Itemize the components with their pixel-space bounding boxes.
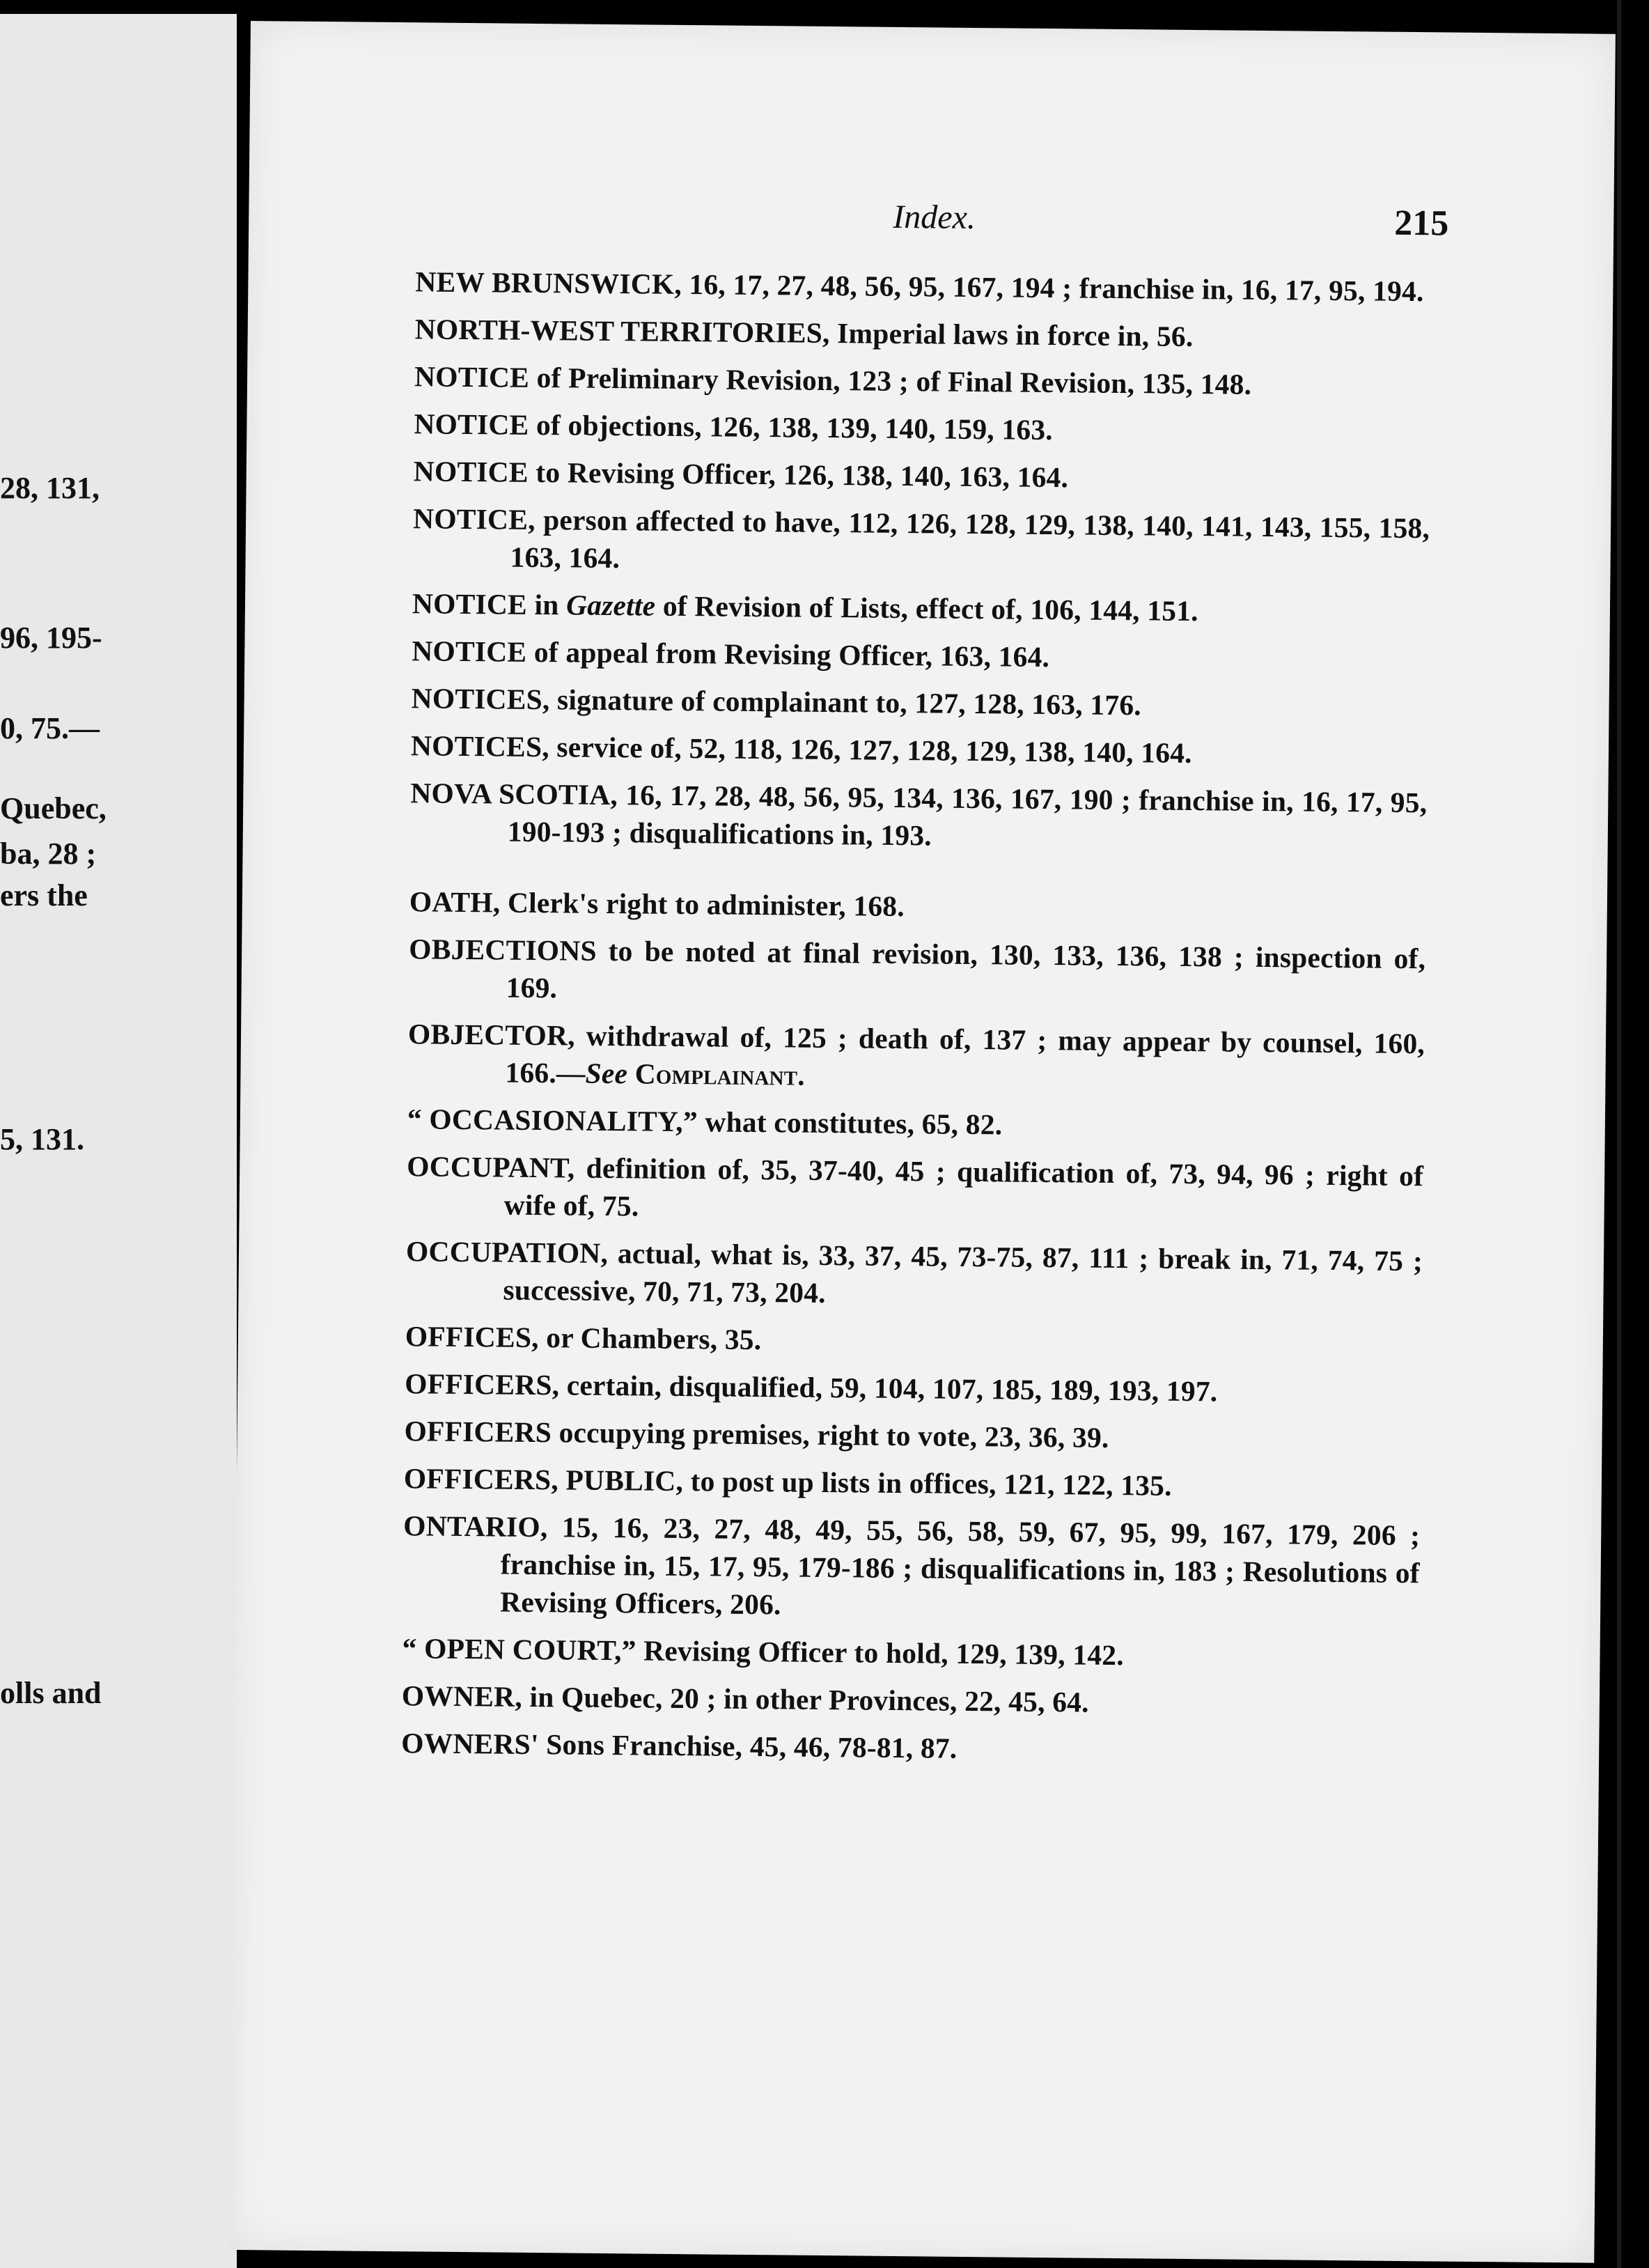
entry-text: certain, disqualified, 59, 104, 107, 185, 189, 193, 197. xyxy=(559,1369,1218,1408)
entry-headword: NEW BRUNSWICK, xyxy=(415,265,682,300)
entry-headword: NOTICE xyxy=(413,455,529,488)
entry-headword: “ OPEN COURT,” xyxy=(402,1632,636,1667)
entry-headword: OWNERS' xyxy=(401,1727,539,1761)
index-entry xyxy=(415,310,1432,357)
left-page-fragment: 0, 75.— xyxy=(0,711,100,745)
index-entry xyxy=(409,883,1426,930)
entry-headword: OCCUPANT, xyxy=(407,1150,575,1184)
entry-headword: NOTICES, xyxy=(410,729,550,763)
left-page-fragment: 96, 195- xyxy=(0,621,102,655)
left-page-fragment: ers the xyxy=(0,878,88,912)
entry-headword: NOTICE xyxy=(414,407,529,441)
entry-headword: NOTICE, xyxy=(412,502,536,536)
entry-text: Clerk's right to administer, 168. xyxy=(500,886,905,923)
left-page-fragment: ba, 28 ; xyxy=(0,837,97,871)
entry-text: person affected to have, 112, 126, 128, 129, 138, 140, 141, 143, 155, 158, 163, 164. xyxy=(510,503,1430,575)
index-entry xyxy=(414,452,1430,499)
index-entry xyxy=(412,632,1428,679)
entry-headword: NOTICE xyxy=(412,635,527,668)
index-entry xyxy=(414,405,1430,452)
index-entry xyxy=(412,499,1430,584)
entry-text: to Revising Officer, 126, 138, 140, 163, 164. xyxy=(528,456,1069,494)
entry-headword: NOVA SCOTIA, xyxy=(410,777,618,811)
entry-headword: OFFICERS xyxy=(404,1415,552,1449)
entry-headword: OWNER, xyxy=(401,1679,523,1713)
index-entry xyxy=(404,1412,1421,1459)
entry-text: or Chambers, 35. xyxy=(538,1321,762,1356)
entry-headword: OBJECTIONS xyxy=(409,933,597,967)
entry-text: definition of, 35, 37-40, 45 ; qualification of, 73, 94, 96 ; right of wife of, 75. xyxy=(503,1151,1424,1222)
entry-text: 16, 17, 28, 48, 56, 95, 134, 136, 167, 190 ; franchise in, 16, 17, 95, 190-193 ; disqualifications in, 193. xyxy=(507,779,1428,852)
index-entry xyxy=(402,1677,1419,1724)
entry-text: what constitutes, 65, 82. xyxy=(697,1105,1003,1141)
entry-headword: OATH, xyxy=(409,885,501,919)
entry-headword: OFFICERS, PUBLIC, xyxy=(403,1462,684,1498)
left-page-fragment: 28, 131, xyxy=(0,471,100,505)
entry-headword: NOTICE xyxy=(414,360,530,394)
left-page-fragment: 5, 131. xyxy=(0,1122,84,1156)
entry-text: in Quebec, 20 ; in other Provinces, 22, 45, 64. xyxy=(522,1680,1089,1718)
entry-text-pre: in xyxy=(526,588,567,621)
entry-headword: OFFICERS, xyxy=(405,1367,560,1401)
index-entry xyxy=(411,727,1428,774)
entry-text: to be noted at final revision, 130, 133, 136, 138 ; inspection of, 169. xyxy=(506,934,1426,1004)
entry-text: 16, 17, 27, 48, 56, 95, 167, 194 ; franchise in, 16, 17, 95, 194. xyxy=(681,267,1424,308)
entry-text: Revising Officer to hold, 129, 139, 142. xyxy=(636,1634,1125,1672)
left-page-fragment: olls and xyxy=(0,1676,102,1710)
entry-text: of Revision of Lists, effect of, 106, 144, 151. xyxy=(655,589,1198,628)
entry-headword: OFFICES, xyxy=(405,1320,539,1354)
index-entry xyxy=(401,1724,1418,1771)
index-entry xyxy=(405,1365,1421,1412)
page-number: 215 xyxy=(1394,203,1449,244)
index-entry xyxy=(407,1015,1425,1100)
entry-italic-term: Gazette xyxy=(565,589,656,622)
entry-text: occupying premises, right to vote, 23, 36, 39. xyxy=(551,1416,1109,1454)
entry-text: withdrawal of, 125 ; death of, 137 ; may appear by counsel, 160, 166.— xyxy=(505,1019,1425,1089)
page-edge-shadow xyxy=(1617,0,1621,2268)
entry-headword: NOTICES, xyxy=(411,682,550,716)
entry-text: signature of complainant to, 127, 128, 163, 176. xyxy=(549,683,1142,722)
entry-text: service of, 52, 118, 126, 127, 128, 129, 138, 140, 164. xyxy=(549,731,1192,770)
entry-headword: ONTARIO, xyxy=(403,1509,548,1544)
entry-text: of objections, 126, 138, 139, 140, 159, 163. xyxy=(529,408,1054,446)
index-entry xyxy=(405,1317,1422,1365)
entry-headword: “ OCCASIONALITY,” xyxy=(407,1103,698,1138)
index-entry xyxy=(406,1147,1423,1232)
entry-text: Sons Franchise, 45, 46, 78-81, 87. xyxy=(538,1728,958,1764)
index-page xyxy=(229,21,1616,2263)
entry-headword: OBJECTOR, xyxy=(407,1018,575,1052)
entry-text: of Preliminary Revision, 123 ; of Final Revision, 135, 148. xyxy=(529,361,1252,401)
entry-see-reference: See xyxy=(585,1057,628,1090)
running-title: Index. xyxy=(893,198,976,237)
index-entry xyxy=(408,930,1425,1015)
entry-text: to post up lists in offices, 121, 122, 135. xyxy=(682,1465,1172,1502)
left-page-fragment: Quebec, xyxy=(0,791,107,825)
index-entry xyxy=(402,1629,1419,1677)
index-entry xyxy=(414,357,1431,405)
entry-text: Imperial laws in force in, 56. xyxy=(829,317,1194,353)
index-entry xyxy=(407,1100,1424,1147)
index-entry xyxy=(404,1459,1421,1507)
entry-text: of appeal from Revising Officer, 163, 164. xyxy=(526,635,1050,674)
entry-cross-reference: Complainant. xyxy=(634,1057,806,1092)
entry-headword: NOTICE xyxy=(412,587,528,621)
index-entry xyxy=(412,584,1429,632)
entry-headword: NORTH-WEST TERRITORIES, xyxy=(414,313,830,350)
index-entry xyxy=(405,1232,1423,1317)
entry-headword: OCCUPATION, xyxy=(405,1235,609,1270)
index-entry xyxy=(415,263,1432,310)
left-facing-page xyxy=(0,14,237,2268)
index-entry xyxy=(410,774,1428,859)
entry-text: actual, what is, 33, 37, 45, 73-75, 87, 111 ; break in, 71, 74, 75 ; successive, 70, 71, 73, 204. xyxy=(503,1237,1423,1310)
index-entry xyxy=(403,1507,1420,1629)
entry-text: 15, 16, 23, 27, 48, 49, 55, 56, 58, 59, 67, 95, 99, 167, 179, 206 ; franchise in, 15, 17, 95, 179-186 ; disqualifications in, 183 ; Resolutions of Revising Officers, 206. xyxy=(500,1511,1421,1621)
running-head xyxy=(249,192,1614,254)
index-entries xyxy=(401,263,1432,1781)
index-entry xyxy=(411,679,1428,727)
